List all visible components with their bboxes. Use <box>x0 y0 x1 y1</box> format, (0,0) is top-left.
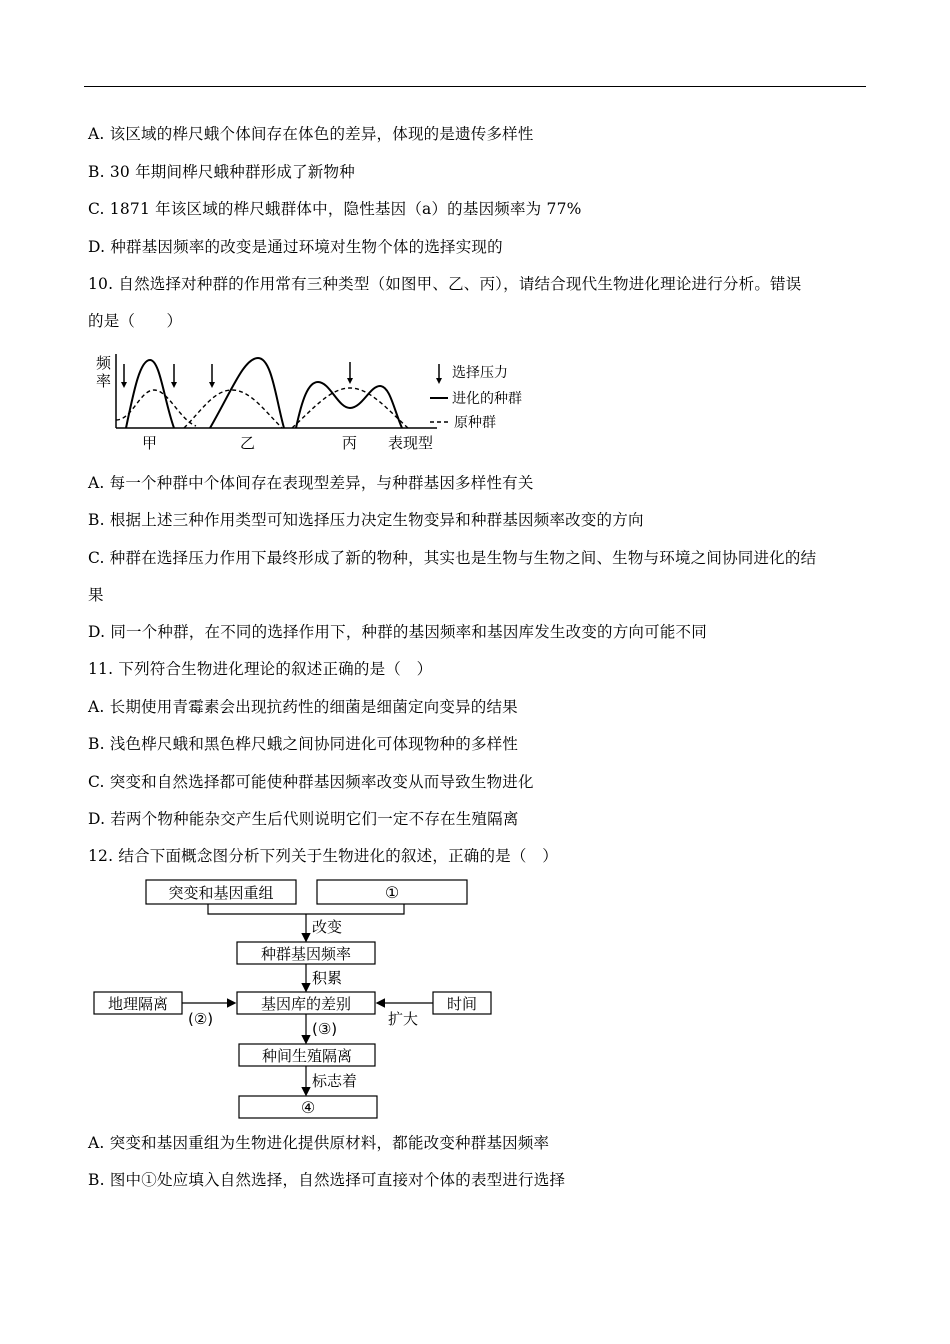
panel-yi-arrowhead <box>209 382 215 388</box>
q10-option-c: C. 种群在选择压力作用下最终形成了新的物种，其实也是生物与生物之间、生物与环境之间协同进化的结 <box>88 549 817 567</box>
q9-option-c: C. 1871 年该区域的桦尺蛾群体中，隐性基因（a）的基因频率为 77% <box>88 200 582 218</box>
label-2: (②) <box>188 1010 214 1028</box>
q11-option-b: B. 浅色桦尺蛾和黑色桦尺蛾之间协同进化可体现物种的多样性 <box>88 735 519 753</box>
box-geo-label: 地理隔离 <box>107 995 169 1013</box>
box-repro-label: 种间生殖隔离 <box>261 1047 353 1065</box>
q10-selection-figure <box>92 350 552 456</box>
q9-option-d: D. 种群基因频率的改变是通过环境对生物个体的选择实现的 <box>88 238 503 256</box>
box-freq-label: 种群基因频率 <box>260 945 352 963</box>
q12-option-b: B. 图中①处应填入自然选择，自然选择可直接对个体的表型进行选择 <box>88 1171 566 1189</box>
panel-label-bing: 丙 <box>342 434 358 452</box>
label-accumulate: 积累 <box>312 969 343 987</box>
legend-evolved-label: 进化的种群 <box>452 391 522 407</box>
fig-ylabel-1: 频 <box>96 354 112 372</box>
fig-ylabel-2: 率 <box>96 372 112 390</box>
label-change: 改变 <box>312 918 343 936</box>
q10-stem-line2: 的是（ ） <box>88 312 183 330</box>
box-mutation-label: 突变和基因重组 <box>168 884 274 902</box>
panel-label-yi: 乙 <box>240 434 256 452</box>
q9-option-a: A. 该区域的桦尺蛾个体间存在体色的差异，体现的是遗传多样性 <box>88 125 534 143</box>
panel-jia-evolved-curve <box>126 360 174 428</box>
q11-stem: 11. 下列符合生物进化理论的叙述正确的是（ ） <box>88 660 433 678</box>
q12-concept-map <box>90 876 500 1122</box>
label-marks: 标志着 <box>312 1072 358 1090</box>
legend-pressure-label: 选择压力 <box>452 365 508 381</box>
panel-yi-original-curve <box>184 390 282 428</box>
header-rule <box>84 86 866 87</box>
q12-stem: 12. 结合下面概念图分析下列关于生物进化的叙述，正确的是（ ） <box>88 847 558 865</box>
q11-option-c: C. 突变和自然选择都可能使种群基因频率改变从而导致生物进化 <box>88 773 534 791</box>
q10-option-d: D. 同一个种群，在不同的选择作用下，种群的基因频率和基因库发生改变的方向可能不同 <box>88 623 707 641</box>
q9-option-b: B. 30 年期间桦尺蛾种群形成了新物种 <box>88 163 355 181</box>
q12-option-a: A. 突变和基因重组为生物进化提供原材料，都能改变种群基因频率 <box>88 1134 550 1152</box>
q11-option-a: A. 长期使用青霉素会出现抗药性的细菌是细菌定向变异的结果 <box>88 698 518 716</box>
label-expand: 扩大 <box>388 1010 419 1028</box>
box-1-label: ① <box>384 883 400 902</box>
panel-label-jia: 甲 <box>142 434 158 452</box>
label-3: (③) <box>312 1020 338 1038</box>
connector-top-bracket <box>208 904 404 914</box>
legend-original-label: 原种群 <box>454 415 496 431</box>
q10-option-a: A. 每一个种群中个体间存在表现型差异，与种群基因多样性有关 <box>88 474 534 492</box>
box-4-label: ④ <box>300 1098 316 1117</box>
q10-stem-line1: 10. 自然选择对种群的作用常有三种类型（如图甲、乙、丙），请结合现代生物进化理论进行分析。错误 <box>88 275 802 293</box>
fig-xlabel: 表现型 <box>388 434 434 452</box>
legend-pressure-arrowhead <box>436 378 442 384</box>
panel-jia-arrowhead-1 <box>121 382 127 388</box>
panel-bing-arrowhead <box>347 378 353 384</box>
panel-jia-arrowhead-2 <box>171 382 177 388</box>
q10-option-b: B. 根据上述三种作用类型可知选择压力决定生物变异和种群基因频率改变的方向 <box>88 511 644 529</box>
box-time-label: 时间 <box>446 995 478 1013</box>
panel-bing-evolved-curve <box>296 382 402 428</box>
q11-option-d: D. 若两个物种能杂交产生后代则说明它们一定不存在生殖隔离 <box>88 810 519 828</box>
box-poolgap-label: 基因库的差别 <box>260 995 352 1013</box>
q10-option-c-cont: 果 <box>88 586 104 604</box>
